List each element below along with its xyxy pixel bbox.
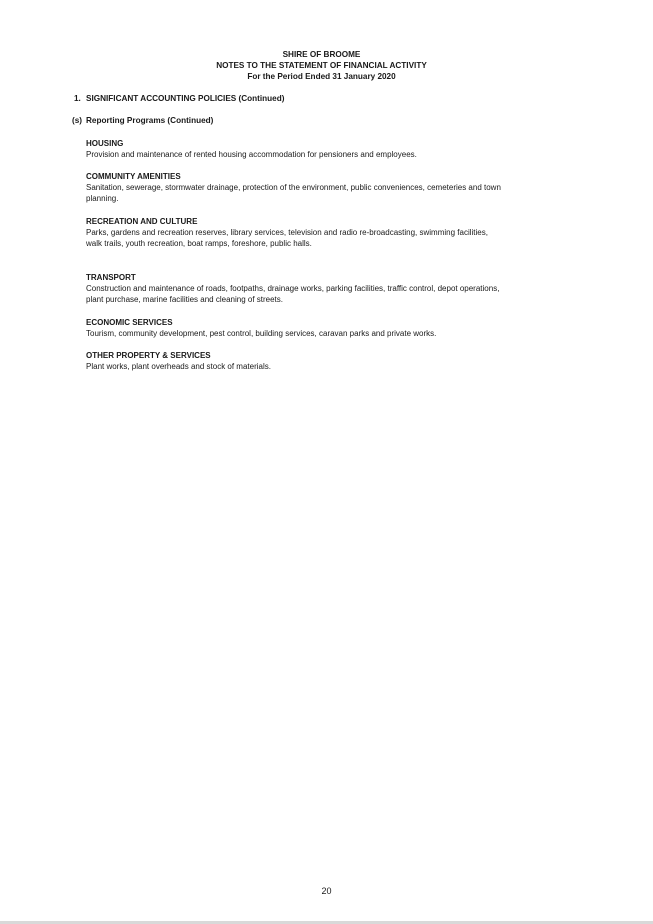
program-other-property-services [86, 350, 506, 372]
program-description: Sanitation, sewerage, stormwater drainage, protection of the environment, public conveniences, cemeteries and town planning. [86, 183, 501, 204]
period-subtitle: For the Period Ended 31 January 2020 [247, 72, 396, 81]
program-description: Construction and maintenance of roads, footpaths, drainage works, parking facilities, traffic control, depot operations, plant purchase, marine facilities and cleaning of streets. [86, 284, 500, 305]
program-description: Plant works, plant overheads and stock of materials. [86, 362, 271, 372]
program-recreation-and-culture [86, 216, 506, 250]
note-number: 1. [74, 94, 81, 103]
program-title: RECREATION AND CULTURE [86, 217, 198, 226]
program-description: Provision and maintenance of rented housing accommodation for pensioners and employees. [86, 150, 417, 160]
program-economic-services [86, 317, 506, 339]
entity-name: SHIRE OF BROOME [282, 50, 361, 59]
program-community-amenities [86, 171, 506, 205]
section-heading [72, 116, 213, 125]
statement-title: NOTES TO THE STATEMENT OF FINANCIAL ACTIVITY [216, 61, 427, 70]
program-housing [86, 138, 506, 160]
note-heading [74, 94, 284, 103]
program-title: TRANSPORT [86, 273, 136, 282]
section-label: (s) [72, 116, 83, 125]
section-title: Reporting Programs (Continued) [86, 116, 214, 125]
program-description: Tourism, community development, pest control, building services, caravan parks and private works. [86, 329, 437, 339]
program-title: HOUSING [86, 139, 124, 148]
program-title: OTHER PROPERTY & SERVICES [86, 351, 211, 360]
program-title: COMMUNITY AMENITIES [86, 172, 181, 181]
page-number: 20 [321, 886, 332, 896]
program-title: ECONOMIC SERVICES [86, 318, 173, 327]
program-transport [86, 272, 506, 306]
program-description: Parks, gardens and recreation reserves, library services, television and radio re-broadcasting, swimming facilities, walk trails, youth recreation, boat ramps, foreshore, public halls. [86, 228, 488, 249]
note-title: SIGNIFICANT ACCOUNTING POLICIES (Continued) [86, 94, 285, 103]
document-header [0, 49, 643, 82]
